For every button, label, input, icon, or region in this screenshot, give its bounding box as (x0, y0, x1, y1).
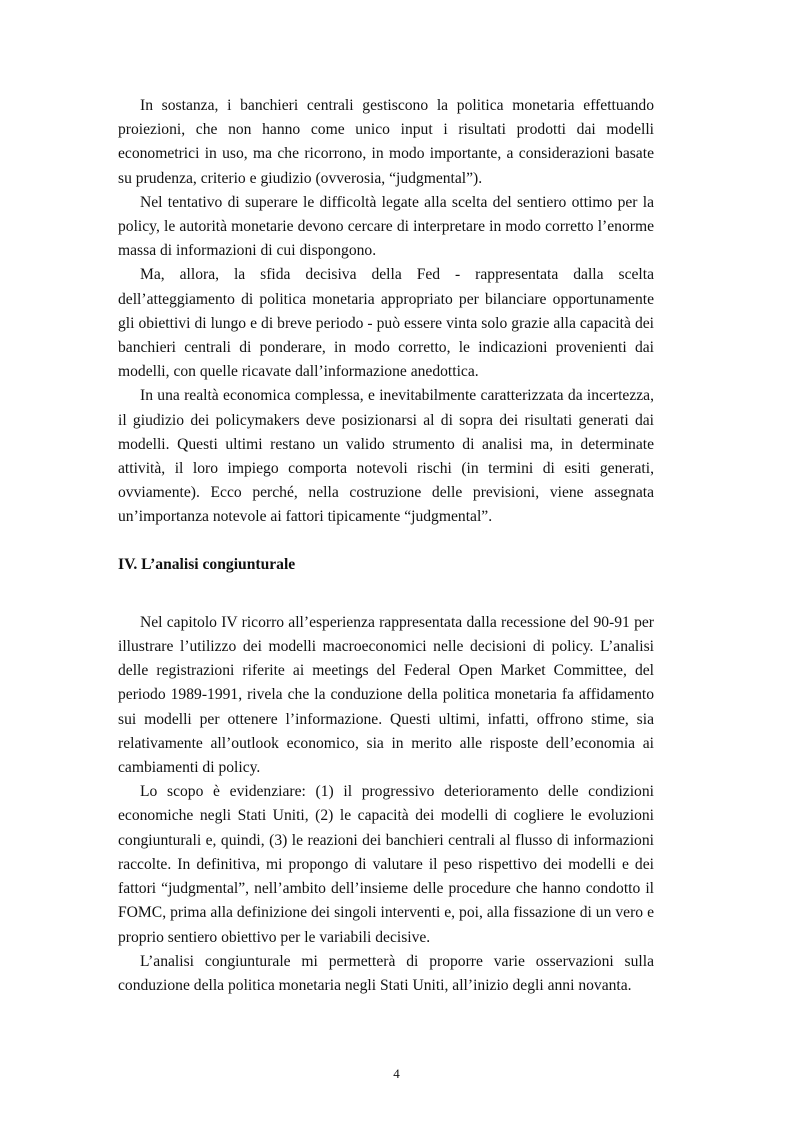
paragraph: Lo scopo è evidenziare: (1) il progressivo deterioramento delle condizioni economiche negli Stati Uniti, (2) le capacità dei modelli di cogliere le evoluzioni congiunturali e, quindi, (3) le reazioni dei banchieri centrali al flusso di informazioni raccolte. In definitiva, mi propongo di valutare il peso rispettivo dei modelli e dei fattori “judgmental”, nell’ambito dell’insieme delle procedure che hanno condotto il FOMC, prima alla definizione dei singoli interventi e, poi, alla fissazione di un vero e proprio sentiero obiettivo per le variabili decisive. (118, 783, 654, 946)
paragraph: Nel tentativo di superare le difficoltà legate alla scelta del sentiero ottimo per la policy, le autorità monetarie devono cercare di interpretare in modo corretto l’enorme massa di informazioni di cui dispongono. (118, 193, 654, 260)
paragraph: In sostanza, i banchieri centrali gestiscono la politica monetaria effettuando proiezioni, che non hanno come unico input i risultati prodotti dai modelli econometrici in uso, ma che ricorrono, in modo importante, a considerazioni basate su prudenza, criterio e giudizio (ovverosia, “judgmental”). (118, 97, 654, 187)
paragraph: In una realtà economica complessa, e inevitabilmente caratterizzata da incertezza, il giudizio dei policymakers deve posizionarsi al di sopra dei risultati generati dai modelli. Questi ultimi restano un valido strumento di analisi ma, in determinate attività, il loro impiego comporta notevoli rischi (in termini di esiti generati, ovviamente). Ecco perché, nella costruzione delle previsioni, viene assegnata un’importanza notevole ai fattori tipicamente “judgmental”. (118, 387, 654, 526)
paragraph: Nel capitolo IV ricorro all’esperienza rappresentata dalla recessione del 90-91 per illustrare l’utilizzo dei modelli macroeconomici nelle decisioni di policy. L’analisi delle registrazioni riferite ai meetings del Federal Open Market Committee, del periodo 1989-1991, rivela che la conduzione della politica monetaria fa affidamento sui modelli per ottenere l’informazione. Questi ultimi, infatti, offrono stime, sia relativamente all’outlook economico, sia in merito alle risposte dell’economia ai cambiamenti di policy. (118, 613, 654, 777)
paragraph: L’analisi congiunturale mi permetterà di proporre varie osservazioni sulla conduzione della politica monetaria negli Stati Uniti, all’inizio degli anni novanta. (118, 952, 654, 994)
body-text (118, 94, 654, 998)
paragraph: Ma, allora, la sfida decisiva della Fed - rappresentata dalla scelta dell’atteggiamento di politica monetaria appropriato per bilanciare opportunamente gli obiettivi di lungo e di breve periodo - può essere vinta solo grazie alla capacità dei banchieri centrali di ponderare, in modo corretto, le indicazioni provenienti dai modelli, con quelle ricavate dall’informazione anedottica. (118, 266, 654, 381)
page-number: 4 (393, 1066, 400, 1081)
section-heading: IV. L’analisi congiunturale (118, 555, 296, 573)
